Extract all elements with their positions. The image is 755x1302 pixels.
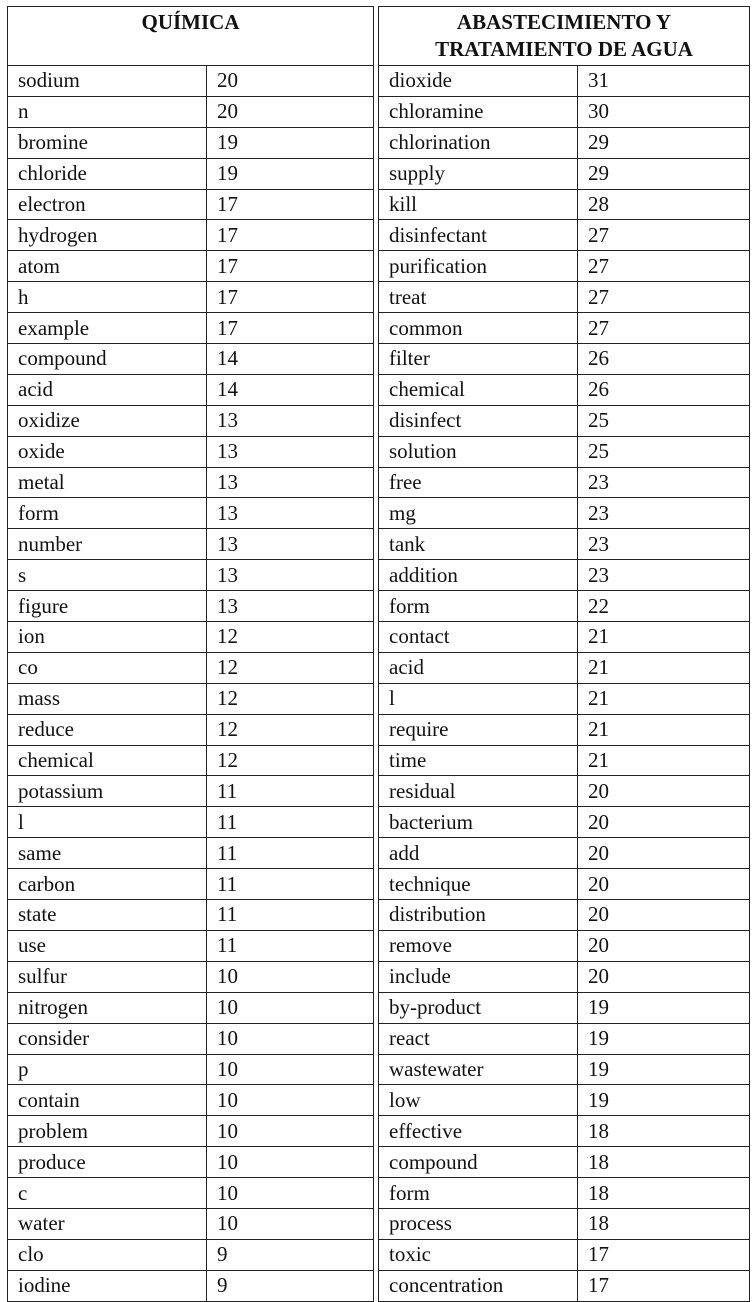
count-cell: 9 <box>207 1239 374 1270</box>
count-cell: 17 <box>578 1239 750 1270</box>
term-cell: bromine <box>8 127 207 158</box>
term-cell: chemical <box>8 745 207 776</box>
term-cell: solution <box>379 436 578 467</box>
term-cell: require <box>379 714 578 745</box>
table-row <box>8 405 373 436</box>
table-row <box>8 189 373 220</box>
table-row <box>379 961 749 992</box>
count-cell: 20 <box>578 838 750 869</box>
table-row <box>379 591 749 622</box>
count-cell: 27 <box>578 282 750 313</box>
term-cell: contact <box>379 622 578 653</box>
count-cell: 27 <box>578 313 750 344</box>
count-cell: 10 <box>207 1208 374 1239</box>
table-row <box>379 66 749 96</box>
count-cell: 12 <box>207 745 374 776</box>
table-row <box>8 436 373 467</box>
table-row <box>8 714 373 745</box>
table-row <box>8 220 373 251</box>
table-row <box>8 127 373 158</box>
count-cell: 20 <box>578 776 750 807</box>
count-cell: 29 <box>578 158 750 189</box>
term-cell: disinfect <box>379 405 578 436</box>
term-cell: s <box>8 560 207 591</box>
term-cell: form <box>379 1178 578 1209</box>
term-cell: acid <box>379 652 578 683</box>
table-row <box>379 127 749 158</box>
table-row <box>379 992 749 1023</box>
table-row <box>379 560 749 591</box>
term-cell: bacterium <box>379 807 578 838</box>
table-row <box>379 158 749 189</box>
term-cell: purification <box>379 251 578 282</box>
table-row <box>8 1023 373 1054</box>
term-cell: technique <box>379 869 578 900</box>
term-cell: n <box>8 96 207 127</box>
count-cell: 27 <box>578 220 750 251</box>
count-cell: 11 <box>207 900 374 931</box>
count-cell: 18 <box>578 1116 750 1147</box>
term-cell: metal <box>8 467 207 498</box>
term-cell: sulfur <box>8 961 207 992</box>
count-cell: 13 <box>207 560 374 591</box>
term-cell: chlorination <box>379 127 578 158</box>
count-cell: 10 <box>207 1178 374 1209</box>
term-cell: reduce <box>8 714 207 745</box>
term-cell: wastewater <box>379 1054 578 1085</box>
term-cell: state <box>8 900 207 931</box>
table-row <box>379 1147 749 1178</box>
count-cell: 14 <box>207 344 374 375</box>
term-cell: ion <box>8 622 207 653</box>
count-cell: 26 <box>578 374 750 405</box>
table-row <box>379 776 749 807</box>
table-row <box>379 529 749 560</box>
term-cell: treat <box>379 282 578 313</box>
term-cell: free <box>379 467 578 498</box>
agua-panel <box>378 6 750 1302</box>
count-cell: 11 <box>207 776 374 807</box>
count-cell: 23 <box>578 467 750 498</box>
header-line: ABASTECIMIENTO Y <box>456 10 672 34</box>
count-cell: 18 <box>578 1147 750 1178</box>
table-row <box>379 1085 749 1116</box>
count-cell: 10 <box>207 1023 374 1054</box>
term-cell: time <box>379 745 578 776</box>
count-cell: 13 <box>207 591 374 622</box>
count-cell: 17 <box>207 313 374 344</box>
term-cell: form <box>8 498 207 529</box>
count-cell: 11 <box>207 838 374 869</box>
count-cell: 28 <box>578 189 750 220</box>
table-row <box>8 807 373 838</box>
quimica-panel <box>7 6 374 1302</box>
table-row <box>8 1116 373 1147</box>
term-cell: filter <box>379 344 578 375</box>
term-cell: produce <box>8 1147 207 1178</box>
table-row <box>8 498 373 529</box>
term-cell: potassium <box>8 776 207 807</box>
term-cell: low <box>379 1085 578 1116</box>
table-row <box>379 374 749 405</box>
table-row <box>8 992 373 1023</box>
table-row <box>8 838 373 869</box>
term-cell: clo <box>8 1239 207 1270</box>
table-row <box>8 961 373 992</box>
count-cell: 13 <box>207 405 374 436</box>
count-cell: 17 <box>207 189 374 220</box>
count-cell: 20 <box>207 66 374 96</box>
table-row <box>379 869 749 900</box>
count-cell: 20 <box>578 930 750 961</box>
term-cell: toxic <box>379 1239 578 1270</box>
table-row <box>8 1178 373 1209</box>
table-row <box>379 900 749 931</box>
quimica-header <box>8 7 373 66</box>
count-cell: 19 <box>578 992 750 1023</box>
term-cell: react <box>379 1023 578 1054</box>
quimica-table <box>8 66 373 1301</box>
count-cell: 26 <box>578 344 750 375</box>
count-cell: 20 <box>578 807 750 838</box>
count-cell: 10 <box>207 1054 374 1085</box>
term-cell: mass <box>8 683 207 714</box>
count-cell: 21 <box>578 652 750 683</box>
count-cell: 31 <box>578 66 750 96</box>
term-cell: chloride <box>8 158 207 189</box>
term-cell: figure <box>8 591 207 622</box>
count-cell: 19 <box>578 1085 750 1116</box>
count-cell: 23 <box>578 560 750 591</box>
count-cell: 20 <box>578 961 750 992</box>
count-cell: 17 <box>207 220 374 251</box>
table-row <box>379 838 749 869</box>
count-cell: 30 <box>578 96 750 127</box>
count-cell: 27 <box>578 251 750 282</box>
table-row <box>379 683 749 714</box>
table-row <box>8 1270 373 1300</box>
term-cell: effective <box>379 1116 578 1147</box>
count-cell: 19 <box>207 158 374 189</box>
term-cell: iodine <box>8 1270 207 1300</box>
table-row <box>8 776 373 807</box>
table-row <box>8 96 373 127</box>
table-row <box>8 529 373 560</box>
term-cell: chloramine <box>379 96 578 127</box>
table-row <box>379 714 749 745</box>
table-row <box>379 405 749 436</box>
agua-header <box>379 7 749 66</box>
table-row <box>379 1239 749 1270</box>
term-cell: hydrogen <box>8 220 207 251</box>
table-row <box>8 158 373 189</box>
count-cell: 10 <box>207 1116 374 1147</box>
count-cell: 17 <box>207 282 374 313</box>
term-cell: acid <box>8 374 207 405</box>
count-cell: 13 <box>207 529 374 560</box>
table-row <box>8 591 373 622</box>
term-cell: nitrogen <box>8 992 207 1023</box>
count-cell: 21 <box>578 714 750 745</box>
count-cell: 13 <box>207 467 374 498</box>
term-cell: common <box>379 313 578 344</box>
count-cell: 11 <box>207 930 374 961</box>
count-cell: 23 <box>578 498 750 529</box>
count-cell: 10 <box>207 992 374 1023</box>
term-cell: disinfectant <box>379 220 578 251</box>
term-cell: use <box>8 930 207 961</box>
table-row <box>379 1208 749 1239</box>
term-cell: dioxide <box>379 66 578 96</box>
term-cell: contain <box>8 1085 207 1116</box>
term-cell: c <box>8 1178 207 1209</box>
count-cell: 25 <box>578 436 750 467</box>
table-row <box>8 66 373 96</box>
count-cell: 9 <box>217 1273 228 1298</box>
table-row <box>379 652 749 683</box>
term-cell: number <box>8 529 207 560</box>
count-cell: 11 <box>207 869 374 900</box>
table-row <box>379 807 749 838</box>
term-cell: compound <box>8 344 207 375</box>
term-cell: consider <box>8 1023 207 1054</box>
table-row <box>379 344 749 375</box>
table-row <box>379 1116 749 1147</box>
table-row <box>379 622 749 653</box>
table-row <box>8 344 373 375</box>
count-cell: 17 <box>207 251 374 282</box>
term-cell: atom <box>8 251 207 282</box>
count-cell: 18 <box>578 1208 750 1239</box>
table-row <box>8 313 373 344</box>
count-cell: 10 <box>207 1147 374 1178</box>
term-cell: include <box>379 961 578 992</box>
table-row <box>8 1147 373 1178</box>
term-cell: oxidize <box>8 405 207 436</box>
table-row <box>8 869 373 900</box>
term-cell: concentration <box>379 1270 578 1300</box>
agua-table <box>379 66 749 1301</box>
count-cell: 14 <box>207 374 374 405</box>
count-cell: 29 <box>578 127 750 158</box>
term-cell: addition <box>379 560 578 591</box>
table-row <box>379 1178 749 1209</box>
term-cell: co <box>8 652 207 683</box>
term-cell: h <box>8 282 207 313</box>
count-cell: 10 <box>207 961 374 992</box>
table-row <box>379 436 749 467</box>
count-cell: 20 <box>578 869 750 900</box>
count-cell: 13 <box>207 498 374 529</box>
table-row <box>8 930 373 961</box>
count-cell: 12 <box>207 683 374 714</box>
term-cell: chemical <box>379 374 578 405</box>
count-cell: 19 <box>578 1023 750 1054</box>
term-cell: process <box>379 1208 578 1239</box>
term-cell: l <box>8 807 207 838</box>
table-row <box>8 560 373 591</box>
table-row <box>8 683 373 714</box>
term-cell: mg <box>379 498 578 529</box>
count-cell: 17 <box>588 1273 609 1298</box>
term-cell: add <box>379 838 578 869</box>
term-cell: residual <box>379 776 578 807</box>
count-cell: 18 <box>578 1178 750 1209</box>
table-row <box>379 498 749 529</box>
count-cell: 19 <box>578 1054 750 1085</box>
count-cell: 11 <box>207 807 374 838</box>
count-cell: 25 <box>578 405 750 436</box>
term-cell: sodium <box>8 66 207 96</box>
term-cell: same <box>8 838 207 869</box>
term-cell: problem <box>8 1116 207 1147</box>
count-cell: 20 <box>578 900 750 931</box>
table-row <box>8 1239 373 1270</box>
table-row <box>379 745 749 776</box>
count-cell: 13 <box>207 436 374 467</box>
table-row <box>8 1208 373 1239</box>
table-row <box>8 374 373 405</box>
table-row <box>8 1085 373 1116</box>
term-cell: remove <box>379 930 578 961</box>
table-row <box>8 251 373 282</box>
count-cell: 20 <box>207 96 374 127</box>
count-cell: 12 <box>207 714 374 745</box>
term-cell: by-product <box>379 992 578 1023</box>
count-cell: 12 <box>207 652 374 683</box>
table-row <box>8 467 373 498</box>
count-cell: 10 <box>207 1085 374 1116</box>
table-row <box>379 313 749 344</box>
term-cell: water <box>8 1208 207 1239</box>
table-row <box>8 282 373 313</box>
term-cell: p <box>8 1054 207 1085</box>
table-row <box>379 1270 749 1300</box>
term-cell: supply <box>379 158 578 189</box>
table-row <box>8 622 373 653</box>
table-row <box>379 220 749 251</box>
table-row <box>379 930 749 961</box>
table-row <box>379 467 749 498</box>
count-cell: 23 <box>578 529 750 560</box>
count-cell: 21 <box>578 622 750 653</box>
term-cell: kill <box>379 189 578 220</box>
term-cell: l <box>379 683 578 714</box>
term-cell: electron <box>8 189 207 220</box>
table-row <box>379 96 749 127</box>
term-cell: example <box>8 313 207 344</box>
count-cell: 21 <box>578 745 750 776</box>
table-row <box>379 1054 749 1085</box>
table-row <box>8 900 373 931</box>
count-cell: 22 <box>578 591 750 622</box>
table-row <box>379 189 749 220</box>
term-cell: tank <box>379 529 578 560</box>
table-row <box>8 1054 373 1085</box>
table-row <box>379 282 749 313</box>
term-cell: oxide <box>8 436 207 467</box>
count-cell: 19 <box>207 127 374 158</box>
table-row <box>8 745 373 776</box>
table-row <box>379 1023 749 1054</box>
term-cell: compound <box>379 1147 578 1178</box>
count-cell: 12 <box>207 622 374 653</box>
term-cell: carbon <box>8 869 207 900</box>
table-row <box>8 652 373 683</box>
table-row <box>379 251 749 282</box>
header-line: QUÍMICA <box>141 10 240 34</box>
header-line: TRATAMIENTO DE AGUA <box>435 37 693 61</box>
term-cell: form <box>379 591 578 622</box>
term-cell: distribution <box>379 900 578 931</box>
count-cell: 21 <box>578 683 750 714</box>
